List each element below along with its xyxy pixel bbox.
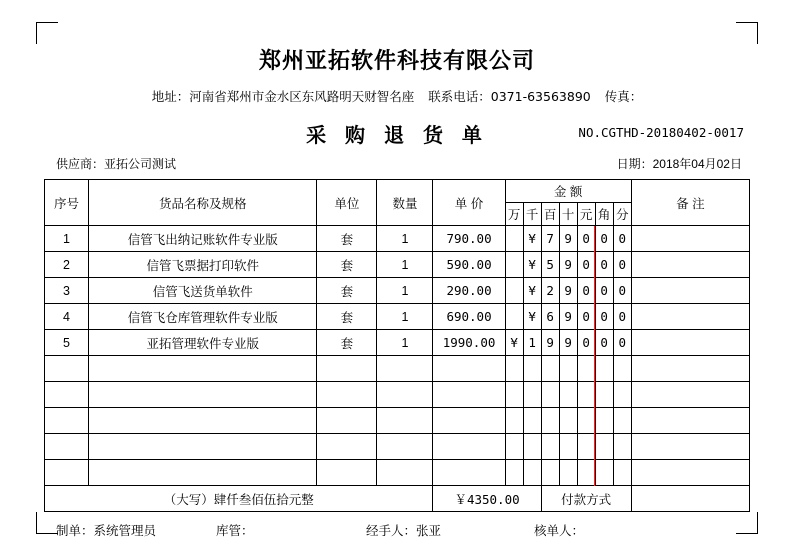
footer-signatures: [44, 521, 750, 543]
row-amount-fen: 0: [613, 330, 631, 356]
header-price: 单 价: [433, 180, 505, 226]
row-name: [89, 460, 317, 486]
document-number: NO.CGTHD-20180402-0017: [578, 125, 744, 140]
header-amount-bai: 百: [541, 203, 559, 226]
row-remark: [631, 382, 749, 408]
row-index: 5: [45, 330, 89, 356]
row-amount-fen: [613, 408, 631, 434]
row-unit: [317, 382, 377, 408]
row-amount-jiao: 0: [595, 304, 613, 330]
summary-payment-value: [631, 486, 749, 512]
checker-label: 核单人：: [534, 524, 585, 538]
row-qty: 1: [377, 278, 433, 304]
row-index: 4: [45, 304, 89, 330]
row-amount-yuan: [577, 382, 595, 408]
header-name: 货品名称及规格: [89, 180, 317, 226]
document-title: 采 购 退 货 单: [306, 123, 488, 147]
row-amount-wan: [505, 434, 523, 460]
row-amount-bai: [541, 434, 559, 460]
header-amount-yuan: 元: [577, 203, 595, 226]
row-name: 信管飞票据打印软件: [89, 252, 317, 278]
row-amount-qian: ¥: [523, 252, 541, 278]
row-amount-jiao: [595, 408, 613, 434]
row-amount-qian: [523, 382, 541, 408]
header-amount-jiao: 角: [595, 203, 613, 226]
handler-value: 张亚: [416, 524, 442, 538]
row-name: [89, 356, 317, 382]
row-price: [433, 434, 505, 460]
header-amount-wan: 万: [505, 203, 523, 226]
row-amount-yuan: [577, 434, 595, 460]
row-amount-wan: [505, 278, 523, 304]
row-amount-yuan: 0: [577, 278, 595, 304]
header-qty: 数量: [377, 180, 433, 226]
row-amount-shi: [559, 460, 577, 486]
row-remark: [631, 434, 749, 460]
row-amount-fen: [613, 356, 631, 382]
row-amount-fen: 0: [613, 278, 631, 304]
row-amount-bai: 9: [541, 330, 559, 356]
row-amount-bai: 2: [541, 278, 559, 304]
row-amount-yuan: [577, 356, 595, 382]
row-amount-yuan: 0: [577, 252, 595, 278]
row-price: 1990.00: [433, 330, 505, 356]
purchase-return-form: [44, 30, 750, 543]
row-qty: 1: [377, 226, 433, 252]
handler-field: [366, 521, 441, 539]
row-price: 290.00: [433, 278, 505, 304]
table-header-row-1: [45, 180, 750, 203]
row-name: 亚拓管理软件专业版: [89, 330, 317, 356]
row-amount-yuan: 0: [577, 330, 595, 356]
warehouse-label: 库管：: [216, 524, 254, 538]
row-amount-fen: 0: [613, 252, 631, 278]
row-amount-wan: [505, 356, 523, 382]
row-remark: [631, 304, 749, 330]
row-amount-fen: [613, 460, 631, 486]
row-remark: [631, 278, 749, 304]
row-name: 信管飞出纳记账软件专业版: [89, 226, 317, 252]
row-index: [45, 434, 89, 460]
phone-value: 0371-63563890: [490, 89, 591, 104]
row-amount-fen: [613, 434, 631, 460]
row-amount-fen: 0: [613, 304, 631, 330]
row-price: 590.00: [433, 252, 505, 278]
row-qty: 1: [377, 304, 433, 330]
table-row[interactable]: [45, 460, 750, 486]
company-contact-line: [44, 87, 750, 105]
row-index: [45, 382, 89, 408]
row-amount-shi: 9: [559, 330, 577, 356]
row-amount-jiao: 0: [595, 330, 613, 356]
items-body: [45, 226, 750, 486]
row-amount-jiao: 0: [595, 226, 613, 252]
table-row[interactable]: [45, 408, 750, 434]
maker-value: 系统管理员: [93, 524, 157, 538]
table-row[interactable]: [45, 304, 750, 330]
date-value: 2018年04月02日: [652, 157, 742, 171]
date-label: 日期：: [616, 157, 653, 171]
summary-total: ￥4350.00: [433, 486, 541, 512]
header-index: 序号: [45, 180, 89, 226]
row-amount-yuan: 0: [577, 304, 595, 330]
header-amount: 金 额: [505, 180, 631, 203]
row-remark: [631, 460, 749, 486]
row-amount-jiao: [595, 434, 613, 460]
row-amount-wan: [505, 304, 523, 330]
row-name: 信管飞送货单软件: [89, 278, 317, 304]
meta-row: [44, 155, 750, 175]
row-amount-shi: 9: [559, 278, 577, 304]
row-index: [45, 460, 89, 486]
row-index: [45, 356, 89, 382]
maker-field: [56, 521, 156, 539]
summary-payment-label: 付款方式: [541, 486, 631, 512]
row-qty: [377, 356, 433, 382]
handler-label: 经手人：: [366, 524, 417, 538]
supplier-label: 供应商：: [56, 157, 105, 171]
supplier-value: 亚拓公司测试: [104, 157, 177, 171]
row-unit: 套: [317, 304, 377, 330]
row-index: 2: [45, 252, 89, 278]
address-value: 河南省郑州市金水区东风路明天财智名座: [189, 89, 415, 104]
row-remark: [631, 356, 749, 382]
row-amount-shi: [559, 434, 577, 460]
items-table: [44, 179, 750, 512]
row-amount-bai: [541, 460, 559, 486]
row-name: [89, 408, 317, 434]
supplier-field: [56, 155, 176, 172]
warehouse-field: [216, 521, 254, 539]
row-unit: 套: [317, 252, 377, 278]
row-amount-bai: [541, 356, 559, 382]
maker-label: 制单：: [56, 524, 94, 538]
row-amount-shi: [559, 408, 577, 434]
row-amount-bai: 6: [541, 304, 559, 330]
row-qty: 1: [377, 330, 433, 356]
row-amount-jiao: 0: [595, 252, 613, 278]
row-amount-wan: [505, 252, 523, 278]
row-price: 690.00: [433, 304, 505, 330]
row-remark: [631, 226, 749, 252]
row-amount-shi: [559, 382, 577, 408]
row-remark: [631, 408, 749, 434]
header-amount-qian: 千: [523, 203, 541, 226]
row-amount-yuan: 0: [577, 226, 595, 252]
row-amount-fen: [613, 382, 631, 408]
row-amount-jiao: [595, 382, 613, 408]
row-amount-qian: ¥: [523, 304, 541, 330]
row-amount-jiao: 0: [595, 278, 613, 304]
row-amount-qian: [523, 408, 541, 434]
row-unit: [317, 460, 377, 486]
address-label: 地址：: [151, 89, 190, 104]
row-price: [433, 408, 505, 434]
header-remark: 备 注: [631, 180, 749, 226]
row-amount-qian: ¥: [523, 226, 541, 252]
date-field: [617, 155, 742, 172]
row-unit: [317, 408, 377, 434]
row-amount-qian: [523, 434, 541, 460]
row-index: 3: [45, 278, 89, 304]
row-amount-qian: [523, 356, 541, 382]
row-remark: [631, 330, 749, 356]
row-amount-qian: ¥: [523, 278, 541, 304]
row-unit: 套: [317, 330, 377, 356]
table-row[interactable]: [45, 434, 750, 460]
row-unit: 套: [317, 226, 377, 252]
row-amount-shi: 9: [559, 304, 577, 330]
checker-field: [534, 521, 584, 539]
phone-label: 联系电话：: [428, 89, 491, 104]
fax-label: 传真：: [604, 89, 643, 104]
row-remark: [631, 252, 749, 278]
row-amount-shi: 9: [559, 252, 577, 278]
row-amount-bai: 7: [541, 226, 559, 252]
table-row[interactable]: [45, 278, 750, 304]
row-amount-wan: [505, 226, 523, 252]
row-amount-yuan: [577, 408, 595, 434]
row-qty: [377, 460, 433, 486]
row-qty: [377, 408, 433, 434]
row-price: [433, 460, 505, 486]
row-amount-jiao: [595, 460, 613, 486]
table-row[interactable]: [45, 226, 750, 252]
row-amount-fen: 0: [613, 226, 631, 252]
title-row: [44, 119, 750, 145]
table-row[interactable]: [45, 356, 750, 382]
header-amount-fen: 分: [613, 203, 631, 226]
row-amount-qian: [523, 460, 541, 486]
row-amount-bai: [541, 382, 559, 408]
row-amount-shi: 9: [559, 226, 577, 252]
row-name: [89, 434, 317, 460]
row-amount-wan: [505, 460, 523, 486]
row-amount-bai: [541, 408, 559, 434]
table-row[interactable]: [45, 252, 750, 278]
row-amount-qian: 1: [523, 330, 541, 356]
row-price: 790.00: [433, 226, 505, 252]
header-amount-shi: 十: [559, 203, 577, 226]
row-qty: 1: [377, 252, 433, 278]
row-amount-wan: [505, 408, 523, 434]
summary-capital: （大写）肆仟叁佰伍拾元整: [45, 486, 433, 512]
company-name: 郑州亚拓软件科技有限公司: [258, 48, 535, 74]
summary-row: [45, 486, 750, 512]
row-amount-yuan: [577, 460, 595, 486]
row-amount-jiao: [595, 356, 613, 382]
row-price: [433, 382, 505, 408]
row-unit: [317, 356, 377, 382]
row-amount-wan: [505, 382, 523, 408]
row-amount-shi: [559, 356, 577, 382]
row-index: 1: [45, 226, 89, 252]
row-name: [89, 382, 317, 408]
table-row[interactable]: [45, 330, 750, 356]
row-amount-bai: 5: [541, 252, 559, 278]
row-qty: [377, 434, 433, 460]
row-unit: 套: [317, 278, 377, 304]
row-amount-wan: ¥: [505, 330, 523, 356]
row-index: [45, 408, 89, 434]
row-unit: [317, 434, 377, 460]
row-qty: [377, 382, 433, 408]
header-unit: 单位: [317, 180, 377, 226]
decimal-marker-line: [594, 226, 595, 486]
row-name: 信管飞仓库管理软件专业版: [89, 304, 317, 330]
row-price: [433, 356, 505, 382]
table-row[interactable]: [45, 382, 750, 408]
